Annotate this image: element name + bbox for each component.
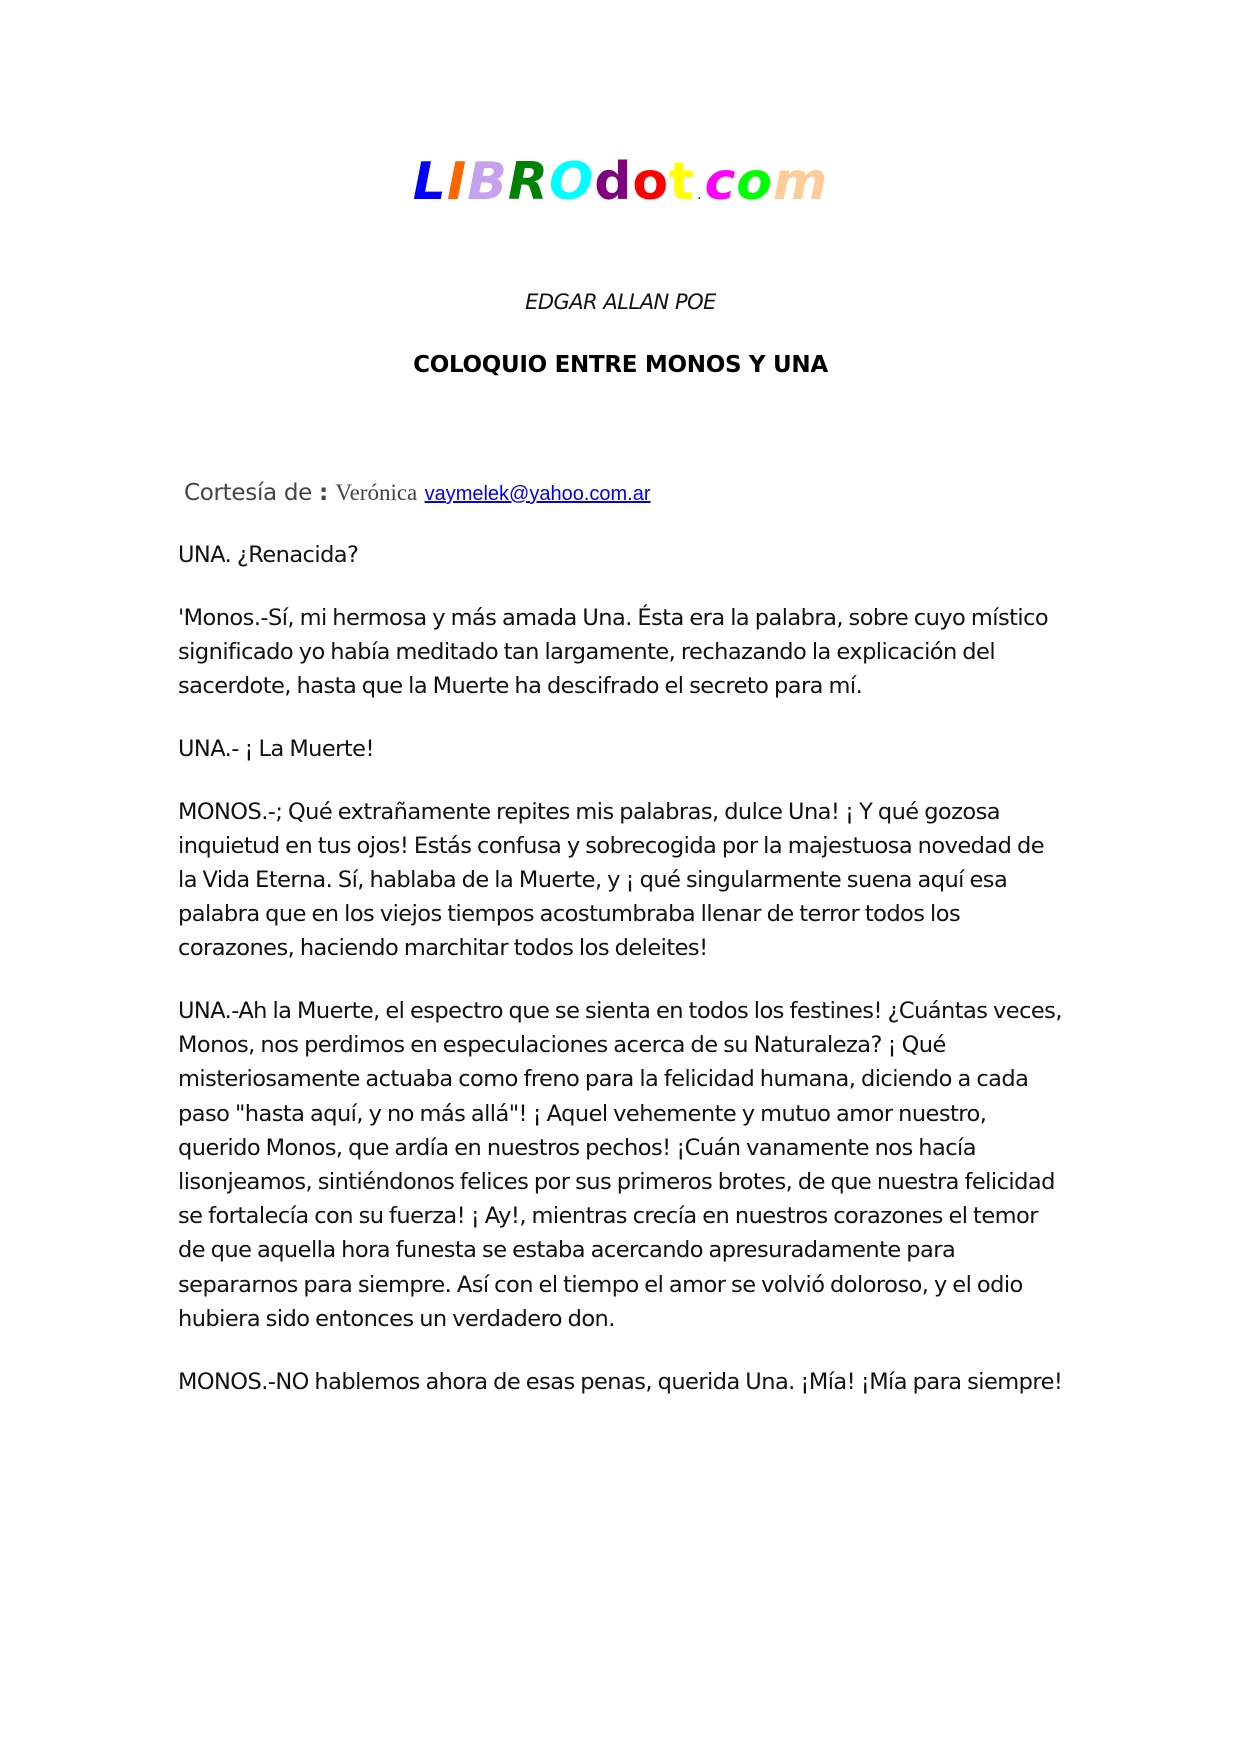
paragraph: UNA. ¿Renacida?: [178, 542, 359, 568]
logo-letter: B: [467, 152, 508, 212]
logo-letter: o: [632, 152, 670, 212]
paragraph: UNA.-Ah la Muerte, el espectro que se sienta en todos los festines! ¿Cuántas veces, Monos, nos perdimos en especulaciones acerca de su Naturaleza? ¡ Qué misteriosamente actuaba como freno para la felicidad humana, diciendo a cada paso "hasta aquí, y no más allá"! ¡ Aquel vehemente y mutuo amor nuestro, querido Monos, que ardía en nuestros pechos! ¡Cuán vanamente nos hacía lisonjeamos, sintiéndonos felices por sus primeros brotes, de que nuestra felicidad se fortalecía con su fuerza! ¡ Ay!, mientras crecía en nuestros corazones el temor de que aquella hora funesta se estaba acercando apresuradamente para separarnos para siempre. Así con el tiempo el amor se volvió doloroso, y el odio hubiera sido entonces un verdadero don.: [178, 998, 1062, 1332]
courtesy-colon: :: [319, 480, 329, 506]
paragraph: 'Monos.-Sí, mi hermosa y más amada Una. Ésta era la palabra, sobre cuyo místico significado yo había meditado tan largamente, rechazando la explicación del sacerdote, hasta que la Muerte ha descifrado el secreto para mí.: [178, 604, 1049, 700]
logo-letter: R: [507, 152, 549, 212]
logo-letter: d: [594, 152, 633, 212]
courtesy-label: Cortesía de: [184, 480, 319, 506]
logo-letter: c: [704, 152, 737, 212]
logo-letter: I: [446, 152, 468, 212]
logo-letter: o: [736, 152, 774, 212]
paragraph: UNA.- ¡ La Muerte!: [178, 735, 374, 762]
librodot-logo: [0, 150, 1241, 227]
logo-letter: t: [669, 152, 696, 212]
logo-letter: L: [412, 152, 447, 212]
courtesy-name: Verónica: [335, 480, 418, 505]
document-title: COLOQUIO ENTRE MONOS Y UNA: [413, 352, 828, 378]
author-name: EDGAR ALLAN POE: [525, 290, 716, 314]
logo-dot: .: [697, 187, 703, 203]
courtesy-line: [184, 480, 651, 506]
paragraph: MONOS.-; Qué extrañamente repites mis palabras, dulce Una! ¡ Y qué gozosa inquietud en tus ojos! Estás confusa y sobrecogida por la majestuosa novedad de la Vida Eterna. Sí, hablaba de la Muerte, y ¡ qué singularmente suena aquí esa palabra que en los viejos tiempos acostumbraba llenar de terror todos los corazones, haciendo marchitar todos los deleites!: [178, 798, 1044, 962]
document-body: [178, 538, 1068, 1427]
logo-letter: O: [548, 152, 595, 212]
logo-letter: m: [773, 152, 829, 212]
paragraph: MONOS.-NO hablemos ahora de esas penas, querida Una. ¡Mía! ¡Mía para siempre!: [178, 1368, 1063, 1395]
courtesy-email-link[interactable]: vaymelek@yahoo.com.ar: [424, 483, 651, 505]
